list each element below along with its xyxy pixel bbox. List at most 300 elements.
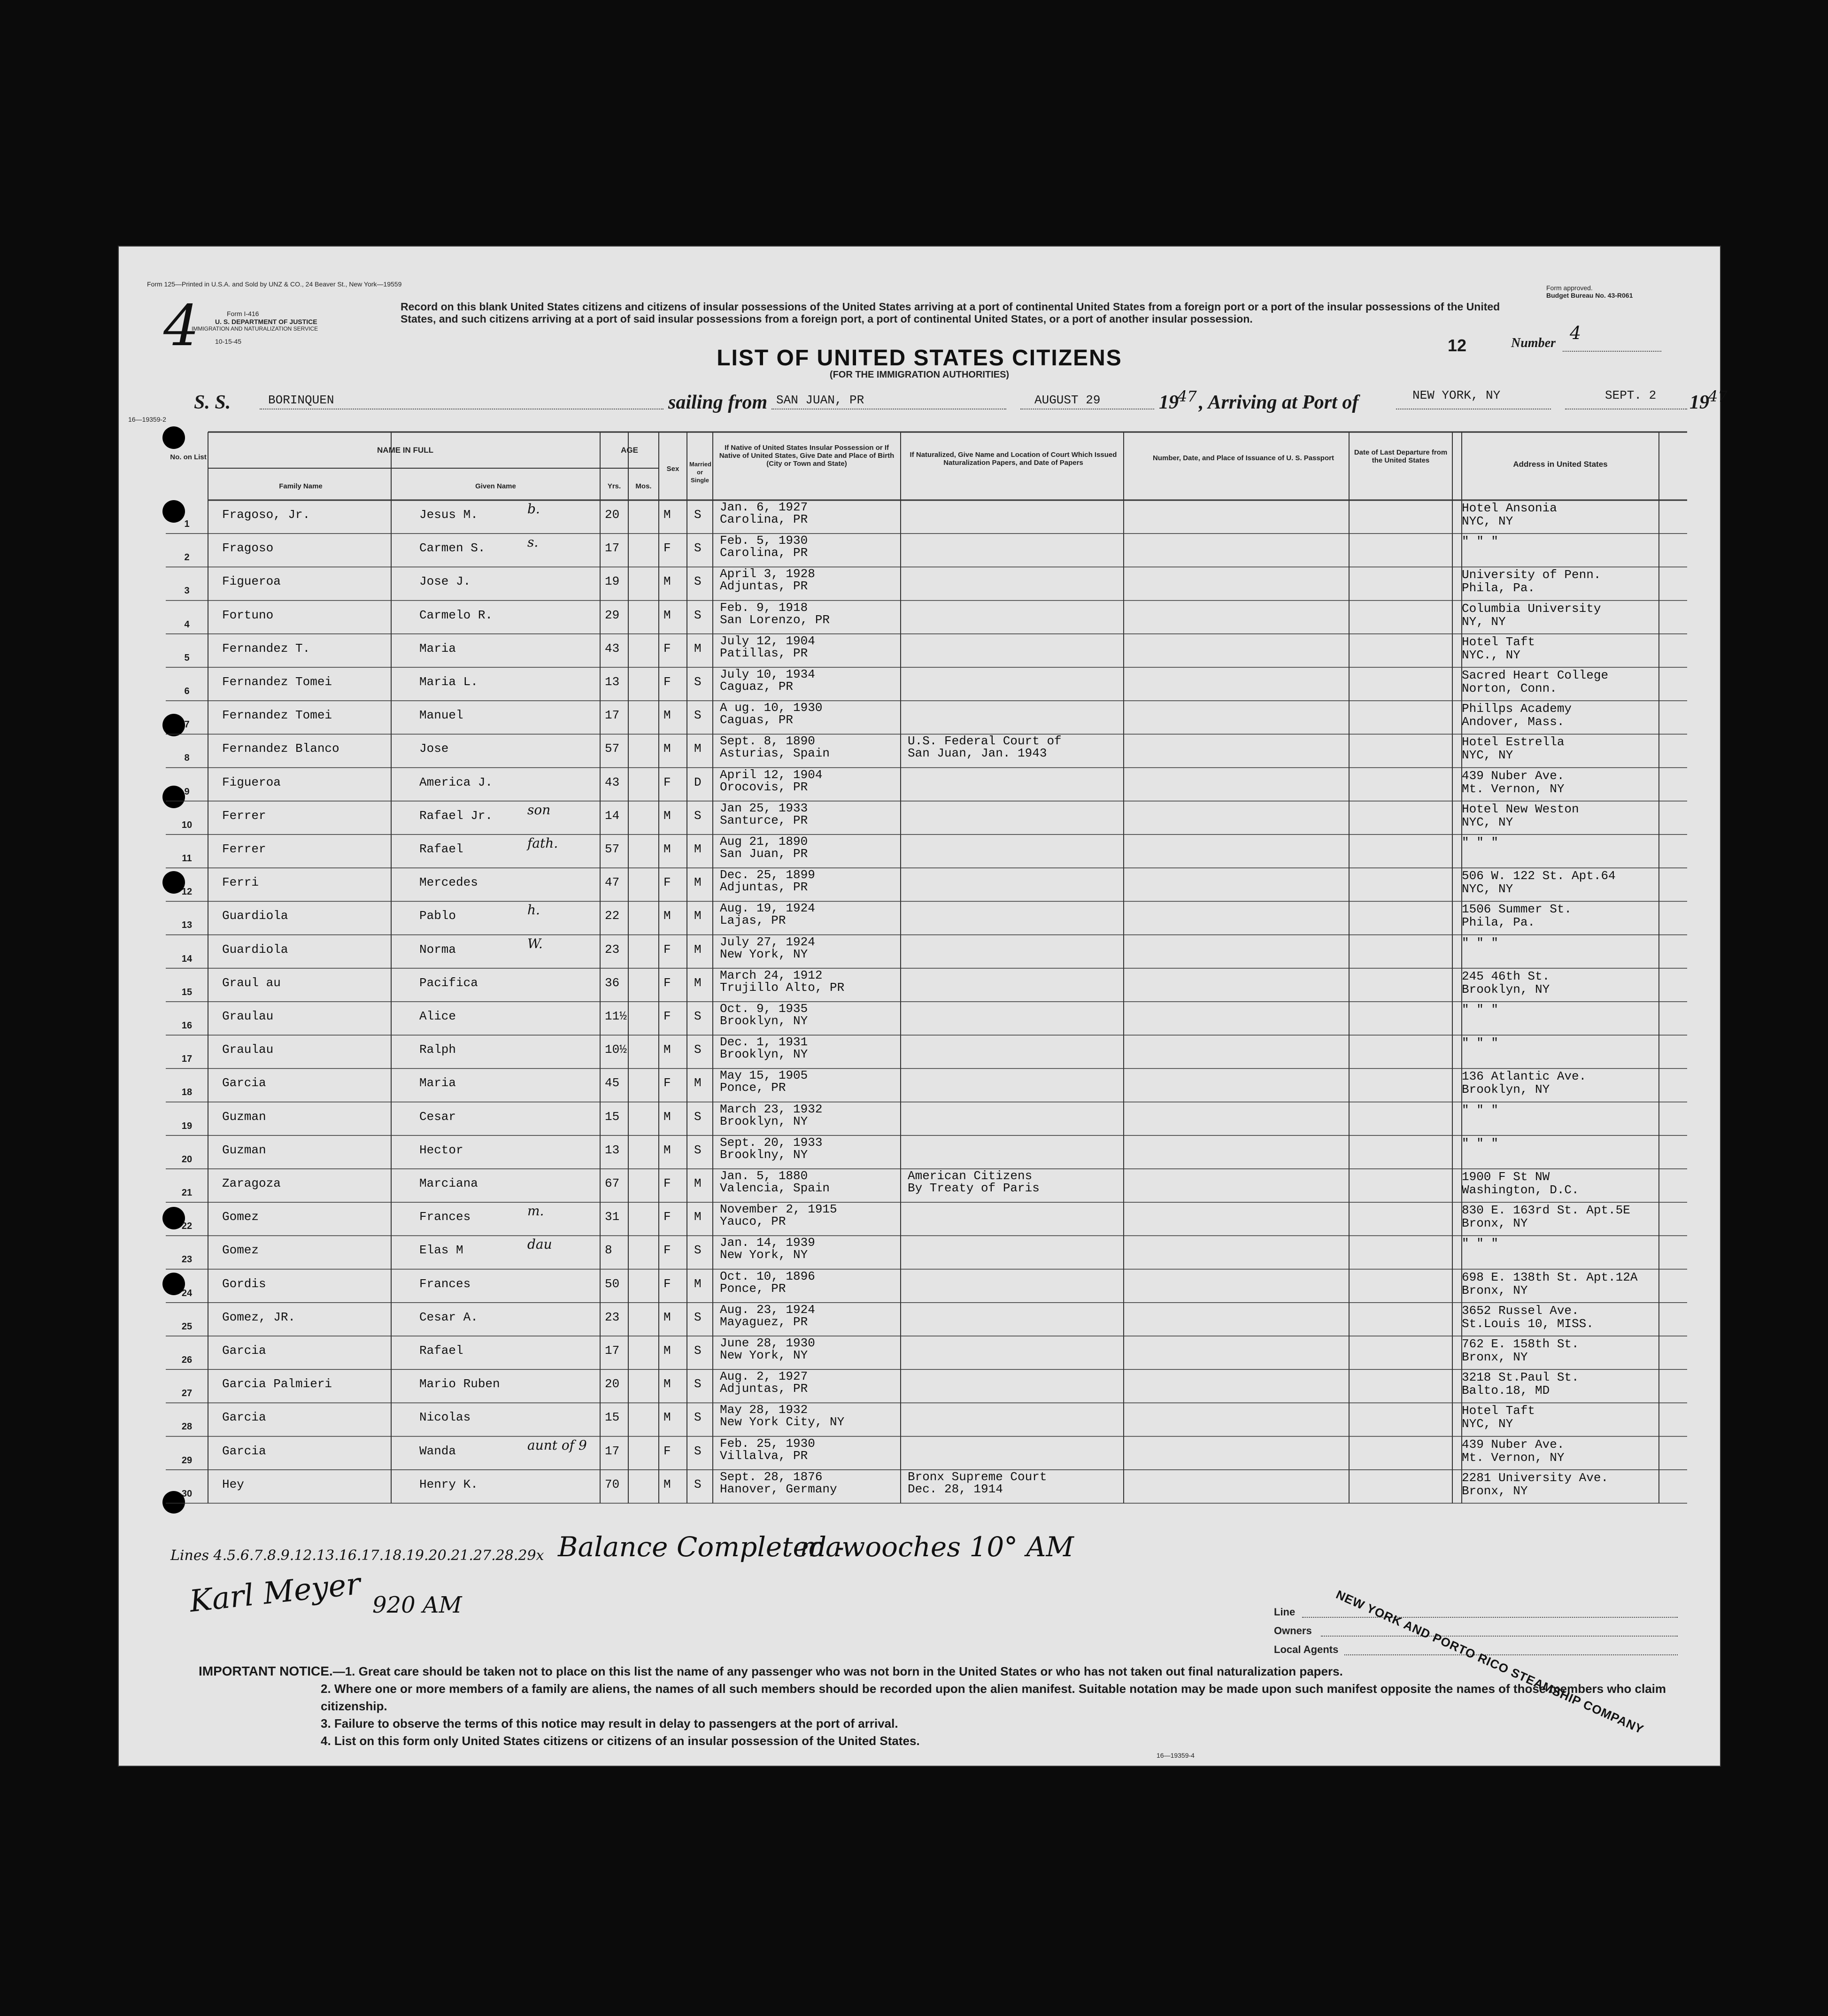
cell-addr1: " " " [1462,1003,1499,1017]
cell-birth1: Aug 21, 1890 [720,834,808,849]
cell-birth1: Sept. 20, 1933 [720,1135,823,1150]
cell-addr1: 698 E. 138th St. Apt.12A [1462,1270,1638,1284]
row-number: 23 [181,1254,193,1265]
cell-age: 17 [605,1344,620,1358]
cell-age: 17 [605,541,620,556]
cell-age: 57 [605,842,620,856]
instructions-text: Record on this blank United States citizens and citizens of insular possessions of the United States arriving at a port of continental United States from a foreign port or a port of the insular possessions of the United States, and such citizens arriving at a port of said insular possessions from a foreign port, a port of continental United States, or a port of another insular possession. [401,301,1500,325]
cell-nat2: By Treaty of Paris [908,1181,1040,1195]
cell-birth1: Feb. 9, 1918 [720,600,808,615]
service-name: IMMIGRATION AND NATURALIZATION SERVICE [192,325,318,332]
handwritten-lines-note: Lines 4.5.6.7.8.9.12.13.16.17.18.19.20.21.27.28.29x [170,1547,544,1564]
form-approved: Form approved. [1546,284,1593,292]
cell-given: Jose [419,742,449,756]
cell-birth1: May 15, 1905 [720,1068,808,1083]
cell-birth1: July 27, 1924 [720,935,815,949]
cell-given: Jose J. [419,574,471,589]
notice-line-2: 2. Where one or more members of a family are aliens, the names of all such members should be recorded upon the alien manifest. Suitable notation may be made upon such manifest opposite the names of those members who claim citizenship. [321,1682,1666,1713]
cell-addr2: Brooklyn, NY [1462,982,1550,996]
cell-birth1: Jan. 5, 1880 [720,1169,808,1183]
cell-addr2: NYC, NY [1462,815,1513,829]
page-title: LIST OF UNITED STATES CITIZENS [717,346,1122,371]
cell-addr1: 2281 University Ave. [1462,1470,1609,1485]
cell-addr1: " " " [1462,1236,1499,1251]
cell-birth2: Brooklyn, NY [720,1114,808,1128]
cell-addr2: Mt. Vernon, NY [1462,781,1565,796]
cell-sex: F [663,541,671,556]
owners-field [1321,1636,1678,1637]
form-date-code: 10-15-45 [215,338,242,345]
cell-addr1: 506 W. 122 St. Apt.64 [1462,869,1616,883]
cell-birth2: Carolina, PR [720,512,808,526]
col-header-months: Mos. [635,482,652,490]
cell-addr1: 1900 F St NW [1462,1170,1550,1184]
cell-addr1: " " " [1462,1136,1499,1151]
cell-sex: F [663,1176,671,1190]
cell-given: Cesar [419,1109,456,1124]
cell-sex: M [663,1109,671,1124]
cell-ms: S [694,1477,702,1491]
cell-addr1: 136 Atlantic Ave. [1462,1069,1587,1084]
cell-ms: M [694,942,702,957]
cell-birth1: Aug. 19, 1924 [720,901,815,916]
cell-ms: M [694,1176,702,1190]
cell-sex: F [663,875,671,890]
cell-age: 70 [605,1477,620,1491]
manifest-page [119,247,1728,1766]
cell-sex: F [663,675,671,689]
cell-addr1: University of Penn. [1462,568,1601,582]
cell-given: Manuel [419,708,463,723]
cell-family: Hey [222,1477,244,1491]
department-name: U. S. DEPARTMENT OF JUSTICE [215,318,317,325]
cell-birth2: Asturias, Spain [720,746,830,761]
cell-addr2: Mt. Vernon, NY [1462,1450,1565,1465]
cell-addr2: Bronx, NY [1462,1483,1528,1498]
cell-ms: S [694,1410,702,1425]
row-number: 25 [181,1321,193,1332]
cell-birth2: Adjuntas, PR [720,579,808,594]
cell-nat1: American Citizens [908,1169,1033,1183]
cell-birth1: Oct. 9, 1935 [720,1002,808,1016]
cell-birth1: Dec. 1, 1931 [720,1035,808,1050]
cell-age: 23 [605,942,620,957]
departure-port: SAN JUAN, PR [776,393,864,407]
cell-age: 17 [605,1444,620,1458]
budget-bureau-number: Budget Bureau No. 43-R061 [1546,292,1633,299]
cell-birth2: Hanover, Germany [720,1482,837,1496]
page-subtitle: (FOR THE IMMIGRATION AUTHORITIES) [829,370,1010,380]
cell-nat2: Dec. 28, 1914 [908,1482,1003,1496]
row-number: 8 [184,753,190,764]
cell-given: Hector [419,1143,463,1157]
cell-sex: M [663,1344,671,1358]
cell-addr1: " " " [1462,1036,1499,1050]
cell-addr2: NYC, NY [1462,1417,1513,1431]
cell-addr2: NYC., NY [1462,648,1520,662]
cell-birth2: Brooklyn, NY [720,1014,808,1028]
cell-addr1: Hotel Estrella [1462,735,1565,749]
cell-family: Guardiola [222,942,288,957]
row-number: 3 [184,586,190,596]
cell-nat1: Bronx Supreme Court [908,1469,1047,1484]
col-header-sex: Sex [666,465,679,473]
row-number: 12 [181,887,193,897]
cell-age: 20 [605,508,620,522]
arrival-port: NEW YORK, NY [1412,388,1501,402]
cell-ms: M [694,1210,702,1224]
form-id: Form I-416 [227,310,259,317]
cell-addr1: Sacred Heart College [1462,668,1609,682]
col-header-no: No. on List [170,453,207,461]
row-number: 11 [182,853,192,864]
cell-ms: S [694,608,702,622]
cell-addr2: Bronx, NY [1462,1350,1528,1364]
cell-birth2: Caguaz, PR [720,680,794,694]
row-number: 17 [181,1054,193,1065]
handwritten-relation-note: m. [527,1203,544,1219]
cell-birth2: Carolina, PR [720,546,808,560]
handwritten-mark: 4 [163,294,200,359]
cell-birth2: Valencia, Spain [720,1181,830,1195]
col-header-address: Address in United States [1513,460,1608,469]
cell-sex: F [663,1276,671,1291]
cell-family: Fernandez Tomei [222,675,332,689]
col-header-family-name: Family Name [279,482,323,490]
cell-sex: F [663,1009,671,1023]
cell-sex: M [663,808,671,823]
cell-sex: F [663,1210,671,1224]
arrival-year: 47 [1708,387,1728,405]
handwritten-completion-note: Balance Completed - [558,1531,845,1563]
list-number: 4 [1570,323,1581,343]
col-header-married-single: Married or Single [689,461,711,484]
cell-given: Marciana [419,1176,478,1190]
cell-birth2: New York, NY [720,1348,808,1362]
cell-family: Garcia [222,1344,266,1358]
cell-family: Graulau [222,1009,274,1023]
cell-age: 43 [605,775,620,789]
notice-title: IMPORTANT NOTICE. [199,1664,333,1678]
cell-sex: M [663,909,671,923]
cell-family: Garcia [222,1410,266,1425]
cell-family: Gomez [222,1243,259,1258]
ship-name: BORINQUEN [268,393,334,407]
cell-addr2: Brooklyn, NY [1462,1082,1550,1097]
row-number: 5 [184,652,190,663]
cell-family: Fernandez T. [222,641,310,656]
cell-addr2: NY, NY [1462,614,1506,629]
row-number: 22 [181,1221,193,1232]
cell-birth2: Ponce, PR [720,1081,786,1095]
cell-age: 19 [605,574,620,589]
cell-ms: D [694,775,702,789]
cell-family: Garcia [222,1076,266,1090]
cell-ms: S [694,574,702,589]
cell-nat2: San Juan, Jan. 1943 [908,746,1047,761]
handwritten-relation-note: dau [527,1236,552,1252]
cell-addr1: 1506 Summer St. [1462,902,1572,917]
row-number: 2 [184,552,190,563]
local-agents-label: Local Agents [1274,1644,1339,1655]
cell-birth1: Feb. 25, 1930 [720,1436,815,1451]
cell-age: 15 [605,1410,620,1425]
cell-addr1: 762 E. 158th St. [1462,1337,1579,1351]
cell-given: Maria [419,1076,456,1090]
cell-family: Figueroa [222,775,281,789]
cell-family: Gordis [222,1276,266,1291]
cell-family: Fernandez Blanco [222,742,339,756]
year-prefix: 19 [1159,392,1179,413]
cell-addr2: NYC, NY [1462,882,1513,896]
cell-addr1: Hotel Ansonia [1462,501,1557,515]
row-number: 13 [181,920,193,931]
cell-birth2: Adjuntas, PR [720,1382,808,1396]
cell-ms: M [694,975,702,990]
cell-family: Graul au [222,975,281,990]
cell-birth2: Patillas, PR [720,646,808,660]
sailing-from-label: sailing from [668,392,768,413]
cell-addr2: Andover, Mass. [1462,715,1565,729]
cell-family: Ferrer [222,842,266,856]
cell-ms: M [694,641,702,656]
inspector-signature: Karl Meyer [188,1567,363,1619]
row-number: 21 [181,1188,193,1198]
cell-ms: M [694,842,702,856]
cell-ms: S [694,675,702,689]
footer-form-code: 16—19359-4 [1157,1752,1195,1759]
cell-age: 14 [605,808,620,823]
cell-addr2: Norton, Conn. [1462,681,1557,695]
cell-sex: M [663,742,671,756]
cell-family: Ferri [222,875,259,890]
cell-addr1: " " " [1462,935,1499,950]
cell-birth2: New York, NY [720,947,808,961]
cell-given: Carmen S. [419,541,486,556]
cell-birth2: Santurce, PR [720,813,808,827]
cell-family: Fragoso [222,541,274,556]
cell-addr1: 439 Nuber Ave. [1462,768,1565,783]
cell-ms: S [694,541,702,556]
departure-year: 47 [1178,387,1197,405]
cell-ms: S [694,1009,702,1023]
cell-birth1: Sept. 8, 1890 [720,734,815,749]
cell-birth2: San Lorenzo, PR [720,612,830,627]
form-printer-line: Form 125—Printed in U.S.A. and Sold by UNZ & CO., 24 Beaver St., New York—19559 [147,280,402,288]
owners-label: Owners [1274,1625,1312,1637]
cell-sex: F [663,1076,671,1090]
cell-addr2: Washington, D.C. [1462,1183,1579,1197]
cell-family: Garcia Palmieri [222,1377,332,1391]
cell-family: Graulau [222,1043,274,1057]
cell-age: 57 [605,742,620,756]
cell-given: Cesar A. [419,1310,478,1324]
cell-ms: S [694,808,702,823]
cell-addr1: " " " [1462,835,1499,850]
cell-birth2: Brooklny, NY [720,1147,808,1162]
cell-given: Carmelo R. [419,608,493,622]
cell-birth1: Jan 25, 1933 [720,801,808,815]
cell-family: Figueroa [222,574,281,589]
cell-birth1: November 2, 1915 [720,1202,837,1217]
cell-given: America J. [419,775,493,789]
cell-sex: M [663,574,671,589]
important-notice [199,1662,1678,1750]
row-number: 20 [181,1154,193,1165]
cell-birth1: Oct. 10, 1896 [720,1269,815,1283]
cell-sex: F [663,1444,671,1458]
cell-birth1: Aug. 2, 1927 [720,1369,808,1384]
cell-birth1: Aug. 23, 1924 [720,1302,815,1317]
row-number: 28 [181,1421,193,1432]
row-number: 26 [181,1355,193,1365]
cell-sex: F [663,775,671,789]
cell-sex: M [663,1377,671,1391]
cell-family: Fortuno [222,608,274,622]
row-number: 15 [181,987,193,997]
cell-age: 22 [605,909,620,923]
cell-addr2: Phila, Pa. [1462,915,1535,930]
handwritten-time: 920 AM [372,1592,462,1618]
col-header-years: Yrs. [607,482,621,490]
arrival-date: SEPT. 2 [1605,388,1657,402]
cell-family: Guzman [222,1109,266,1124]
departure-date: AUGUST 29 [1034,393,1101,407]
cell-sex: M [663,1143,671,1157]
cell-given: Maria L. [419,675,478,689]
cell-addr1: " " " [1462,534,1499,549]
cell-given: Henry K. [419,1477,478,1491]
list-number-label: Number [1511,336,1556,350]
row-number: 9 [184,786,190,797]
cell-family: Guardiola [222,909,288,923]
cell-given: Alice [419,1009,456,1023]
cell-addr1: " " " [1462,1103,1499,1117]
cell-ms: S [694,1243,702,1258]
row-number: 10 [181,819,193,830]
cell-addr1: Hotel Taft [1462,634,1535,649]
cell-age: 13 [605,1143,620,1157]
cell-age: 8 [605,1243,612,1258]
cell-sex: M [663,708,671,723]
row-number: 6 [184,686,190,696]
cell-birth2: Villalva, PR [720,1448,808,1463]
cell-given: Mercedes [419,875,478,890]
cell-ms: M [694,742,702,756]
cell-birth2: San Juan, PR [720,847,808,861]
cell-family: Gomez, JR. [222,1310,296,1324]
cell-given: Mario Ruben [419,1377,500,1391]
row-number: 18 [181,1087,193,1098]
cell-family: Garcia [222,1444,266,1458]
line-field [1302,1617,1678,1618]
cell-given: Jesus M. [419,508,478,522]
cell-ms: M [694,1276,702,1291]
cell-age: 47 [605,875,620,890]
cell-given: Pablo [419,909,456,923]
cell-given: Nicolas [419,1410,471,1425]
steamship-company-stamp: NEW YORK AND PORTO RICO STEAMSHIP COMPANY [1334,1587,1646,1737]
margin-code: 16—19359-2 [128,416,166,423]
cell-birth1: Jan. 6, 1927 [720,500,808,514]
handwritten-relation-note: W. [527,935,543,951]
cell-sex: M [663,508,671,522]
cell-age: 43 [605,641,620,656]
col-header-birth: If Native of United States Insular Possession or If Native of United States, Give Date and Place of Birth (City or Town and State) [719,444,895,468]
cell-birth2: Ponce, PR [720,1281,786,1296]
handwritten-relation-note: son [527,802,551,818]
cell-addr2: Phila, Pa. [1462,581,1535,595]
row-number: 27 [181,1388,193,1399]
cell-age: 67 [605,1176,620,1190]
line-label: Line [1274,1606,1296,1618]
cell-age: 13 [605,675,620,689]
cell-sex: M [663,1043,671,1057]
cell-sex: F [663,1243,671,1258]
cell-ms: M [694,875,702,890]
cell-age: 23 [605,1310,620,1324]
cell-addr2: NYC, NY [1462,514,1513,528]
cell-birth1: July 10, 1934 [720,667,815,681]
cell-birth2: Orocovis, PR [720,780,808,794]
cell-ms: M [694,909,702,923]
cell-age: 15 [605,1109,620,1124]
row-number: 24 [181,1288,193,1298]
cell-birth1: Sept. 28, 1876 [720,1469,823,1484]
cell-age: 31 [605,1210,620,1224]
cell-given: Wanda [419,1444,456,1458]
handwritten-examiner-note: mawooches 10° AM [800,1531,1074,1563]
cell-birth2: Yauco, PR [720,1214,786,1229]
cell-addr2: NYC, NY [1462,748,1513,763]
cell-birth2: Adjuntas, PR [720,880,808,895]
cell-age: 36 [605,975,620,990]
row-number: 7 [184,719,190,730]
cell-given: Norma [419,942,456,957]
handwritten-relation-note: fath. [527,835,558,851]
notice-line-4: 4. List on this form only United States citizens or citizens of an insular possession of the United States. [321,1734,920,1748]
cell-given: Pacifica [419,975,478,990]
cell-birth2: Trujillo Alto, PR [720,980,845,995]
arriving-at-label: , Arriving at Port of [1199,392,1359,413]
cell-family: Gomez [222,1210,259,1224]
handwritten-relation-note: s. [527,534,539,550]
handwritten-relation-note: b. [527,501,540,517]
cell-birth1: March 24, 1912 [720,968,823,982]
col-header-last-departure: Date of Last Departure from the United States [1354,448,1448,464]
local-agents-field [1344,1654,1678,1655]
notice-line-1 [199,1662,1678,1680]
handwritten-relation-note: h. [527,902,540,918]
cell-given: Rafael [419,1344,463,1358]
row-number: 16 [181,1020,193,1031]
notice-1-text: —1. Great care should be taken not to place on this list the name of any passenger who was not born in the United States or who has not taken out final naturalization papers. [332,1664,1343,1678]
cell-ms: S [694,1310,702,1324]
cell-sex: M [663,1310,671,1324]
ss-label: S. S. [194,392,231,413]
cell-addr2: Balto.18, MD [1462,1383,1550,1398]
row-number: 4 [184,619,190,630]
cell-addr2: Bronx, NY [1462,1216,1528,1231]
cell-birth2: Lajas, PR [720,913,786,928]
cell-family: Fernandez Tomei [222,708,332,723]
cell-addr2: St.Louis 10, MISS. [1462,1316,1594,1331]
cell-addr1: 245 46th St. [1462,969,1550,983]
cell-addr1: 3218 St.Paul St. [1462,1370,1579,1385]
notice-line-3: 3. Failure to observe the terms of this notice may result in delay to passengers at the port of arrival. [321,1716,898,1730]
handwritten-relation-note: aunt of 9 [527,1437,587,1453]
cell-sex: F [663,942,671,957]
